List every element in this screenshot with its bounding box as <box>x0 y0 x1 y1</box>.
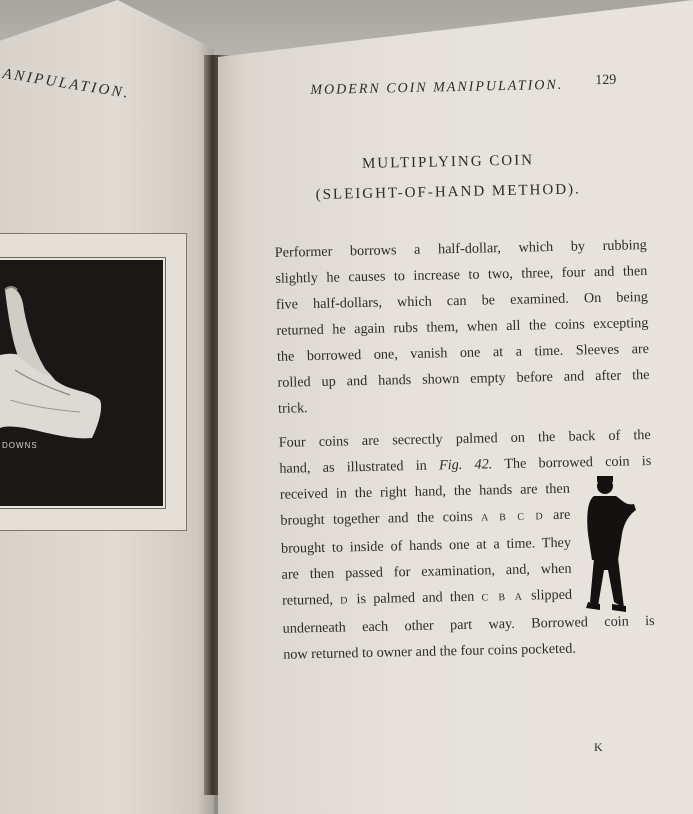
text-line: now returned to owner and the four coins pocketed. <box>283 640 577 663</box>
text-line: are then passed for examination, and, when <box>281 560 572 583</box>
magician-silhouette <box>578 474 638 619</box>
text-fragment: brought together and the coins <box>280 508 482 529</box>
text-line: received in the right hand, the hands are then <box>279 480 571 503</box>
text-fragment: hand, as illustrated in <box>279 457 440 477</box>
text-line: five half-dollars, which can be examined. On being <box>275 289 649 313</box>
chapter-title: MULTIPLYING COIN <box>361 152 535 172</box>
hand-illustration <box>0 258 165 508</box>
hand-drawing <box>0 260 165 510</box>
text-line: Four coins are secrectly palmed on the back of the <box>278 427 651 451</box>
text-line: slightly he causes to increase to two, three, four and then <box>275 263 648 287</box>
text-fragment: returned, <box>281 591 341 609</box>
coin-letters: A B C D <box>481 511 545 524</box>
text-line: brought to inside of hands one at a time. They <box>280 534 572 557</box>
chapter-subtitle: (SLEIGHT-OF-HAND METHOD). <box>315 181 582 203</box>
text-line: Performer borrows a half-dollar, which by rubbing <box>274 237 647 261</box>
running-head: MODERN COIN MANIPULATION. <box>310 77 564 99</box>
text-fragment: is palmed and then <box>349 588 482 608</box>
text-line: rolled up and hands shown empty before and after the <box>277 367 650 391</box>
text-line: trick. <box>277 400 308 417</box>
text-fragment: are <box>544 506 571 524</box>
page-number: 129 <box>595 72 617 89</box>
figure-reference: Fig. 42. <box>438 456 493 474</box>
text-fragment: slipped <box>523 586 573 604</box>
text-fragment: The borrowed coin is <box>492 452 652 473</box>
text-line: returned he again rubs them, when all the coins excepting <box>276 315 649 339</box>
text-line: the borrowed one, vanish one at a time. Sleeves are <box>276 341 650 365</box>
text-line: underneath each other part way. Borrowed coin is <box>282 612 655 637</box>
paragraph-1 <box>275 232 651 422</box>
left-running-head: ANIPULATION. <box>1 66 132 102</box>
coin-letters: C B A <box>481 591 525 604</box>
plate-signature: DOWNS <box>2 441 38 450</box>
signature-mark: K <box>594 740 603 754</box>
coin-letter-d: D <box>340 595 350 607</box>
